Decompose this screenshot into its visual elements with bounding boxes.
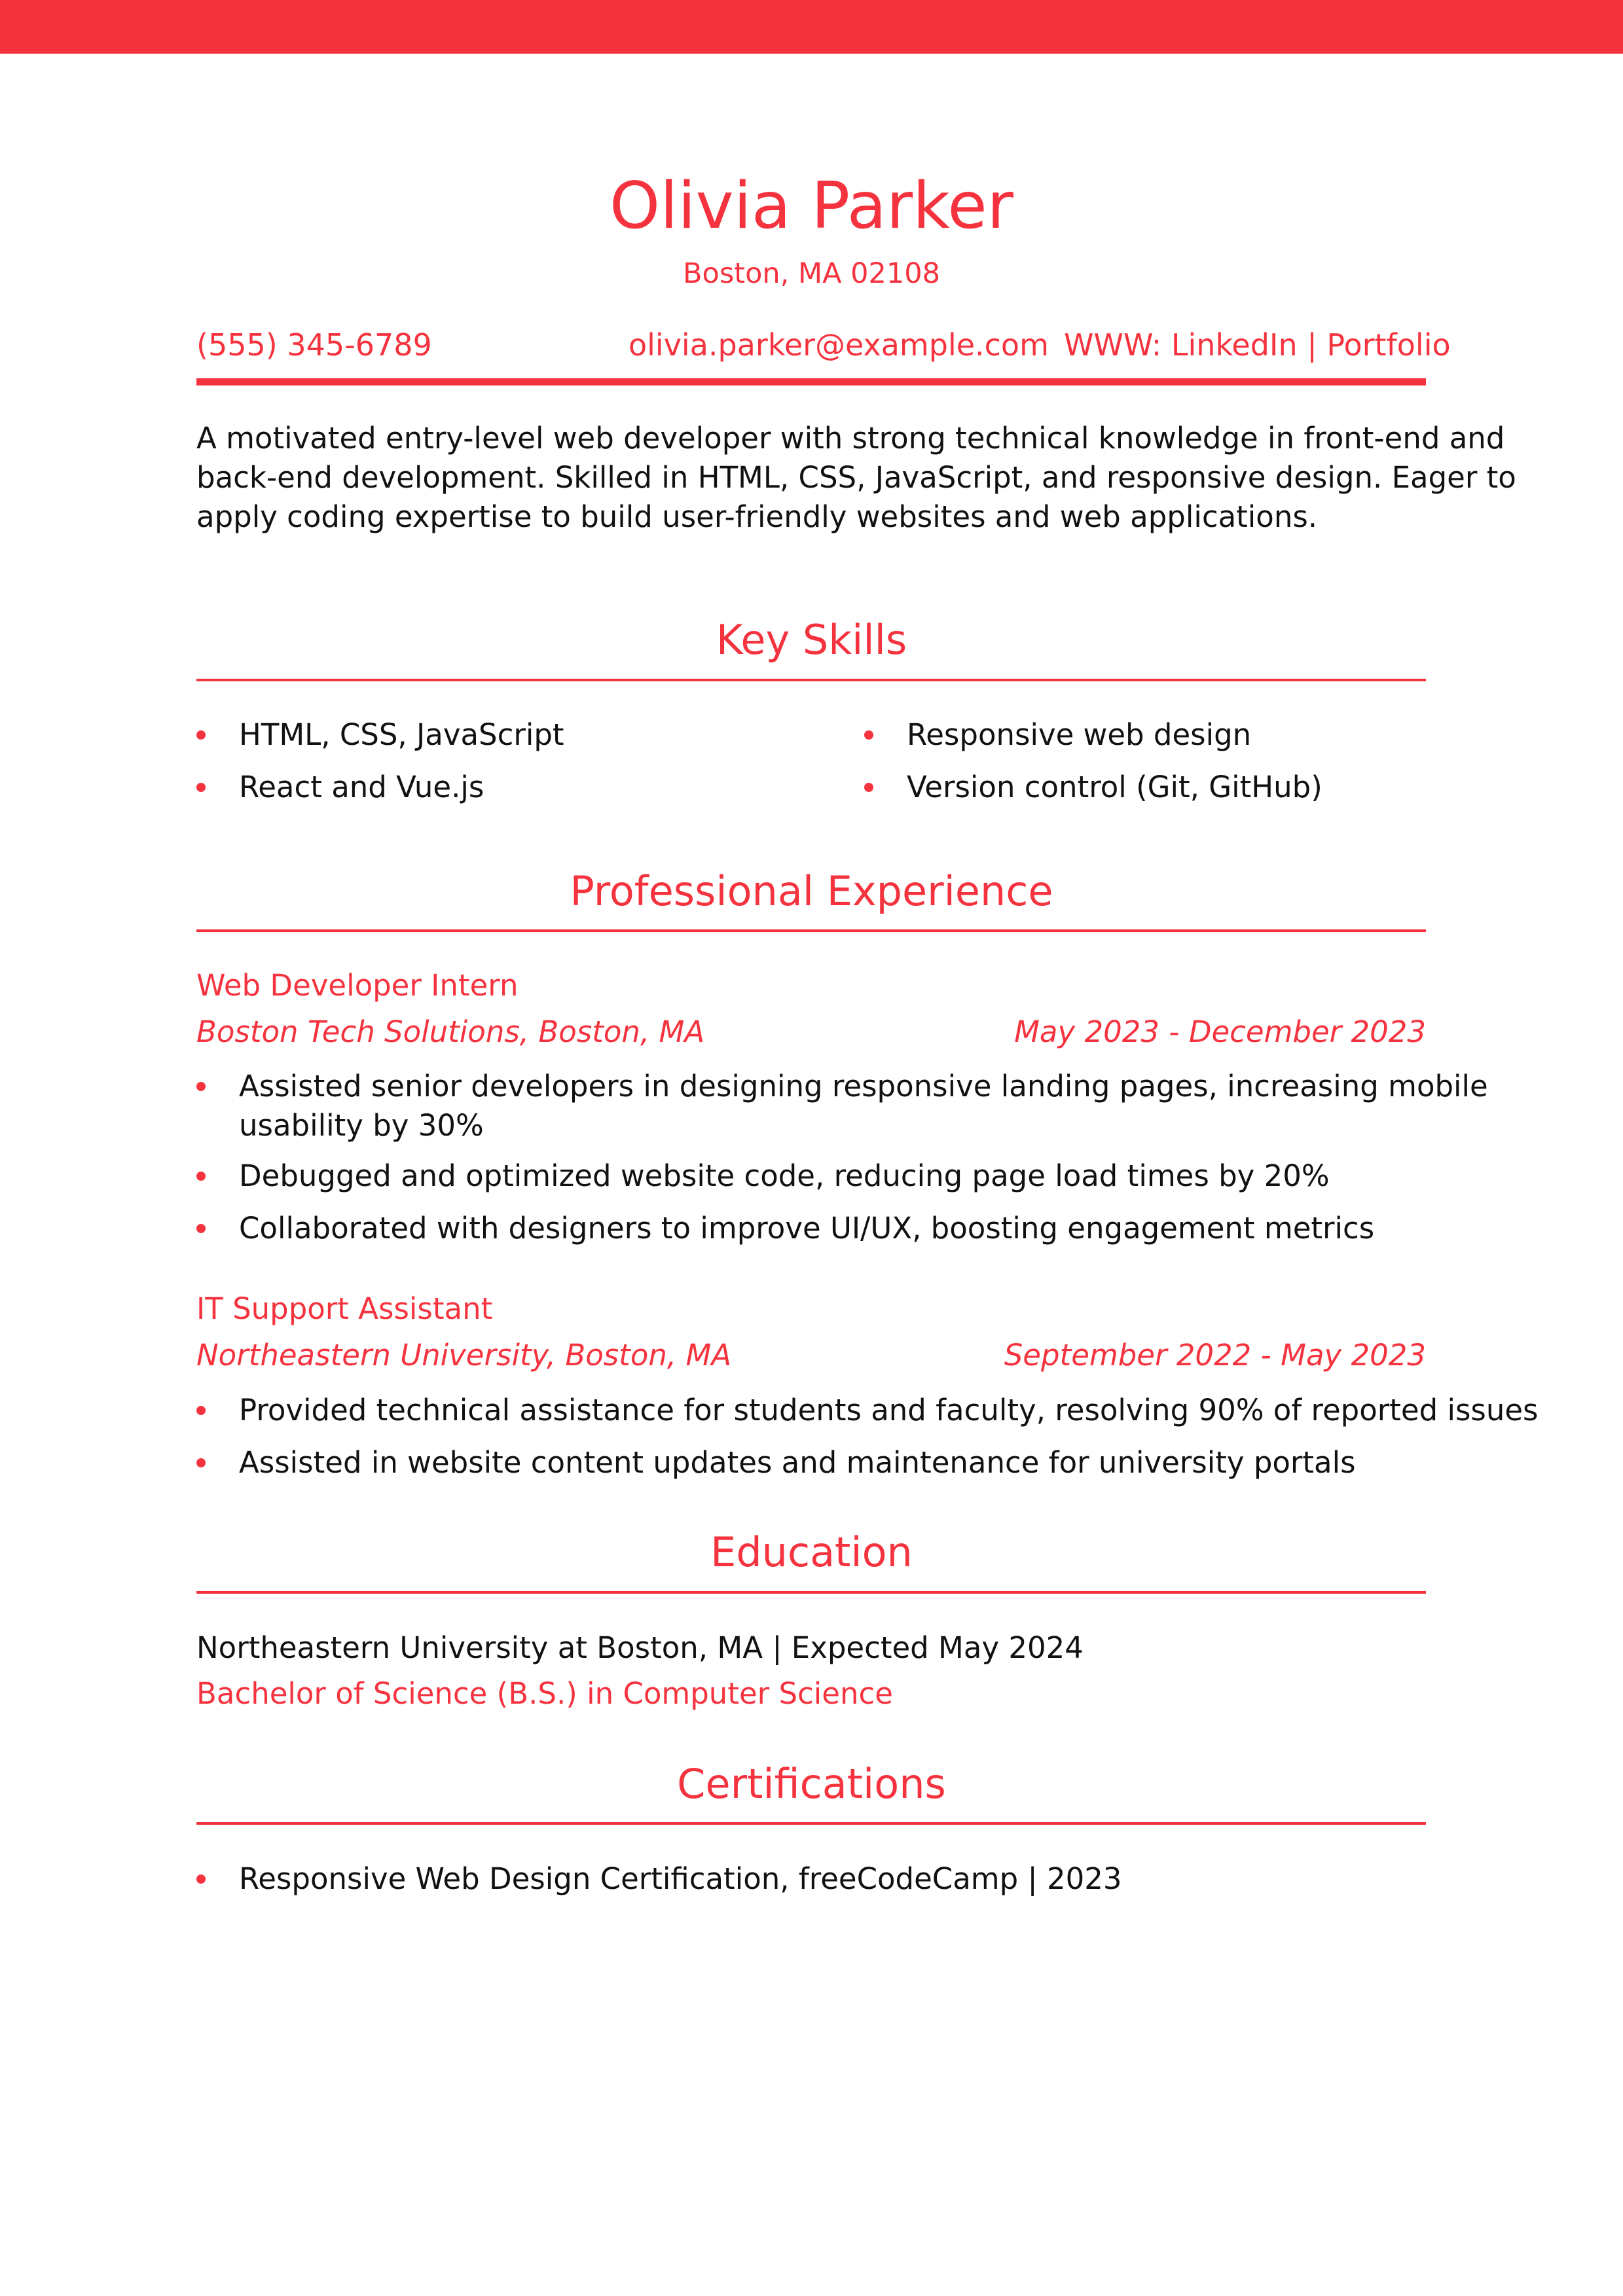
job-dates: September 2022 - May 2023	[1004, 1338, 1426, 1372]
candidate-name: Olivia Parker	[610, 169, 1013, 243]
summary-line: back-end development. Skilled in HTML, CSS, JavaScript, and responsive design. Eager to	[196, 460, 1516, 495]
section-divider	[196, 679, 1426, 681]
job-bullet-continued: usability by 30%	[239, 1108, 484, 1143]
summary-line: apply coding expertise to build user-friendly websites and web applications.	[196, 499, 1318, 534]
job-bullet: Provided technical assistance for students and faculty, resolving 90% of reported issues	[239, 1393, 1539, 1427]
skill-item: HTML, CSS, JavaScript	[239, 717, 564, 752]
skill-item: Version control (Git, GitHub)	[907, 770, 1322, 804]
job-title: IT Support Assistant	[196, 1291, 493, 1326]
header-divider	[196, 378, 1426, 386]
bullet-icon	[196, 1458, 206, 1467]
section-title-skills: Key Skills	[716, 616, 907, 664]
section-title-education: Education	[710, 1528, 913, 1576]
bullet-icon	[196, 1874, 206, 1884]
web-links[interactable]: WWW: LinkedIn | Portfolio	[1064, 327, 1451, 363]
certification-item: Responsive Web Design Certification, freeCodeCamp | 2023	[239, 1861, 1122, 1896]
email-address[interactable]: olivia.parker@example.com	[629, 327, 1049, 363]
job-bullet: Collaborated with designers to improve UI/UX, boosting engagement metrics	[239, 1211, 1375, 1246]
section-divider	[196, 1591, 1426, 1594]
job-bullet: Debugged and optimized website code, reducing page load times by 20%	[239, 1158, 1330, 1193]
job-bullet: Assisted in website content updates and maintenance for university portals	[239, 1445, 1356, 1480]
section-title-certifications: Certifications	[677, 1760, 946, 1808]
phone-number: (555) 345-6789	[196, 327, 432, 363]
candidate-address: Boston, MA 02108	[683, 257, 940, 290]
bullet-icon	[196, 1082, 206, 1091]
bullet-icon	[196, 1406, 206, 1415]
bullet-icon	[196, 730, 206, 740]
bullet-icon	[864, 730, 873, 740]
job-bullet: Assisted senior developers in designing responsive landing pages, increasing mobile	[239, 1069, 1488, 1103]
education-school: Northeastern University at Boston, MA | Expected May 2024	[196, 1630, 1084, 1665]
section-title-experience: Professional Experience	[570, 867, 1053, 915]
bullet-icon	[196, 783, 206, 792]
job-dates: May 2023 - December 2023	[1014, 1014, 1426, 1049]
job-company: Boston Tech Solutions, Boston, MA	[196, 1014, 705, 1049]
skill-item: Responsive web design	[907, 717, 1252, 752]
education-degree: Bachelor of Science (B.S.) in Computer Science	[196, 1676, 893, 1711]
bullet-icon	[864, 783, 873, 792]
job-company: Northeastern University, Boston, MA	[196, 1338, 732, 1372]
bullet-icon	[196, 1172, 206, 1181]
summary-line: A motivated entry-level web developer with strong technical knowledge in front-end and	[196, 421, 1505, 456]
section-divider	[196, 1822, 1426, 1825]
section-divider	[196, 929, 1426, 932]
professional-summary	[196, 419, 1516, 537]
bullet-icon	[196, 1224, 206, 1233]
skill-item: React and Vue.js	[239, 770, 484, 804]
job-title: Web Developer Intern	[196, 968, 519, 1003]
